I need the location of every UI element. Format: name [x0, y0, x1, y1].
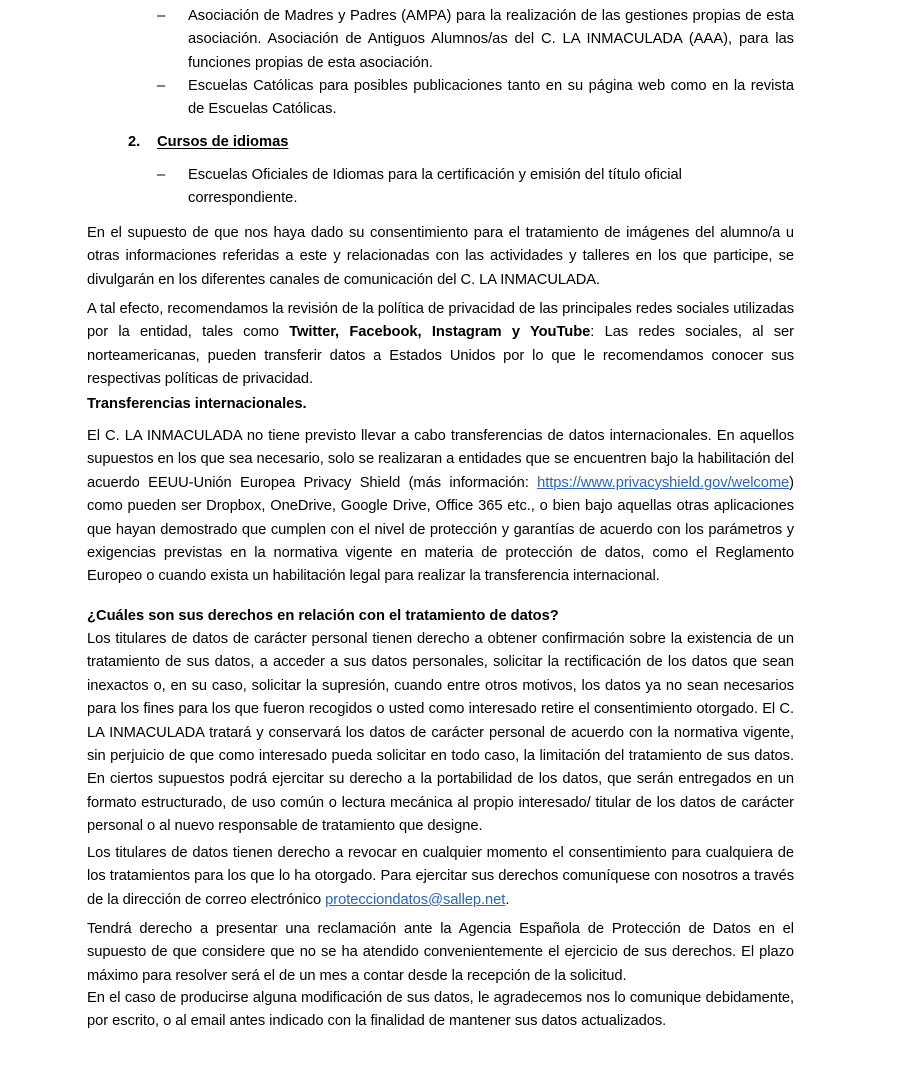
email-link-protecciondatos[interactable]: protecciondatos@sallep.net	[325, 891, 506, 908]
revoke-text-pre: Los titulares de datos tienen derecho a revocar en cualquier momento el consentimiento para cualquiera de los tratamientos para los que lo ha otorgado. Para ejercitar sus derechos comuníquese con nosotros a través de la dirección de correo electrónico	[87, 845, 794, 908]
social-networks-text-pre: A tal efecto, recomendamos la revisión de la política de privacidad de las principales redes sociales utilizadas por la entidad, tales como	[87, 301, 794, 341]
paragraph-claim-aepd: Tendrá derecho a presentar una reclamación ante la Agencia Española de Protección de Datos en el supuesto de que considere que no se ha atendido convenientemente el ejercicio de sus derechos. El plazo máximo para resolver será el de un mes a contar desde la recepción de la solicitud.	[87, 921, 794, 984]
transfers-text-pre: El C. LA INMACULADA no tiene previsto llevar a cabo transferencias de datos internacionales. En aquellos supuestos en los que sea necesario, solo se realizaran a entidades que se encuentren bajo la habilitación del acuerdo EEUU-Unión Europea Privacy Shield (más información:	[87, 428, 794, 491]
paragraph-international-transfers	[87, 425, 794, 589]
heading-derechos-tratamiento-datos: ¿Cuáles son sus derechos en relación con el tratamiento de datos?	[87, 608, 559, 624]
social-networks-text-post: : Las redes sociales, al ser norteamericanas, pueden transferir datos a Estados Unidos por lo que le recomendamos conocer sus respectivas políticas de privacidad.	[87, 324, 794, 388]
list-item	[157, 164, 727, 211]
list-item	[157, 75, 794, 122]
paragraph-social-networks	[87, 298, 794, 392]
social-networks-names: Twitter, Facebook, Instagram y YouTube	[289, 324, 591, 341]
dash-bullet-icon: –	[157, 78, 166, 94]
list-item-text: Asociación de Madres y Padres (AMPA) para la realización de las gestiones propias de esta asociación. Asociación de Antiguos Alumnos/as del C. LA INMACULADA (AAA), para las funciones propias de esta asociación.	[188, 8, 794, 71]
transfers-text-post: ) como pueden ser Dropbox, OneDrive, Google Drive, Office 365 etc., o bien bajo aquellas otras aplicaciones que hayan demostrado que cumplen con el nivel de protección y garantías de acuerdo con los parámetros y exigencias previstas en la normativa vigente en materia de protección de datos, como el Reglamento Europeo o cuando exista un habilitación legal para realizar la transferencia internacional.	[87, 474, 794, 585]
numbered-heading-cursos-de-idiomas	[128, 131, 728, 154]
dash-bullet-icon: –	[157, 167, 166, 183]
list-item-text: Escuelas Oficiales de Idiomas para la certificación y emisión del título oficial correspondiente.	[188, 167, 682, 207]
paragraph-consent-images: En el supuesto de que nos haya dado su consentimiento para el tratamiento de imágenes del alumno/a u otras informaciones referidas a este y relacionadas con las actividades y talleres en los que participe, se divulgarán en los diferentes canales de comunicación del C. LA INMACULADA.	[87, 225, 794, 288]
paragraph-data-modification: En el caso de producirse alguna modificación de sus datos, le agradecemos nos lo comunique debidamente, por escrito, o al email antes indicado con la finalidad de mantener sus datos actualizados.	[87, 990, 794, 1030]
list-item	[157, 5, 794, 75]
list-item-text: Escuelas Católicas para posibles publicaciones tanto en su página web como en la revista de Escuelas Católicas.	[188, 78, 794, 118]
paragraph-rights-body: Los titulares de datos de carácter personal tienen derecho a obtener confirmación sobre la existencia de un tratamiento de sus datos, a acceder a sus datos personales, solicitar la rectificación de los datos que sean inexactos o, en su caso, solicitar la supresión, cuando entre otros motivos, los datos ya no sean necesarios para los fines para los que fueron recogidos o usted como interesado retire el consentimiento otorgado. El C. LA INMACULADA tratará y conservará los datos de carácter personal de acuerdo con la normativa vigente, sin perjuicio de que como interesado pueda solicitar en todo caso, la limitación del tratamiento de sus datos. En ciertos supuestos podrá ejercitar su derecho a la portabilidad de los datos, que serán entregados en un formato estructurado, de uso común o lectura mecánica al propio interesado/ titular de los datos de carácter personal o al nuevo responsable de tratamiento que designe.	[87, 631, 794, 835]
paragraph-revoke-consent	[87, 842, 794, 912]
revoke-text-post: .	[505, 891, 510, 908]
numbered-heading-label: Cursos de idiomas	[157, 134, 289, 150]
heading-transferencias-internacionales: Transferencias internacionales.	[87, 396, 307, 412]
list-number: 2.	[128, 134, 141, 150]
privacyshield-link[interactable]: https://www.privacyshield.gov/welcome	[537, 474, 790, 491]
dash-bullet-icon: –	[157, 8, 166, 24]
